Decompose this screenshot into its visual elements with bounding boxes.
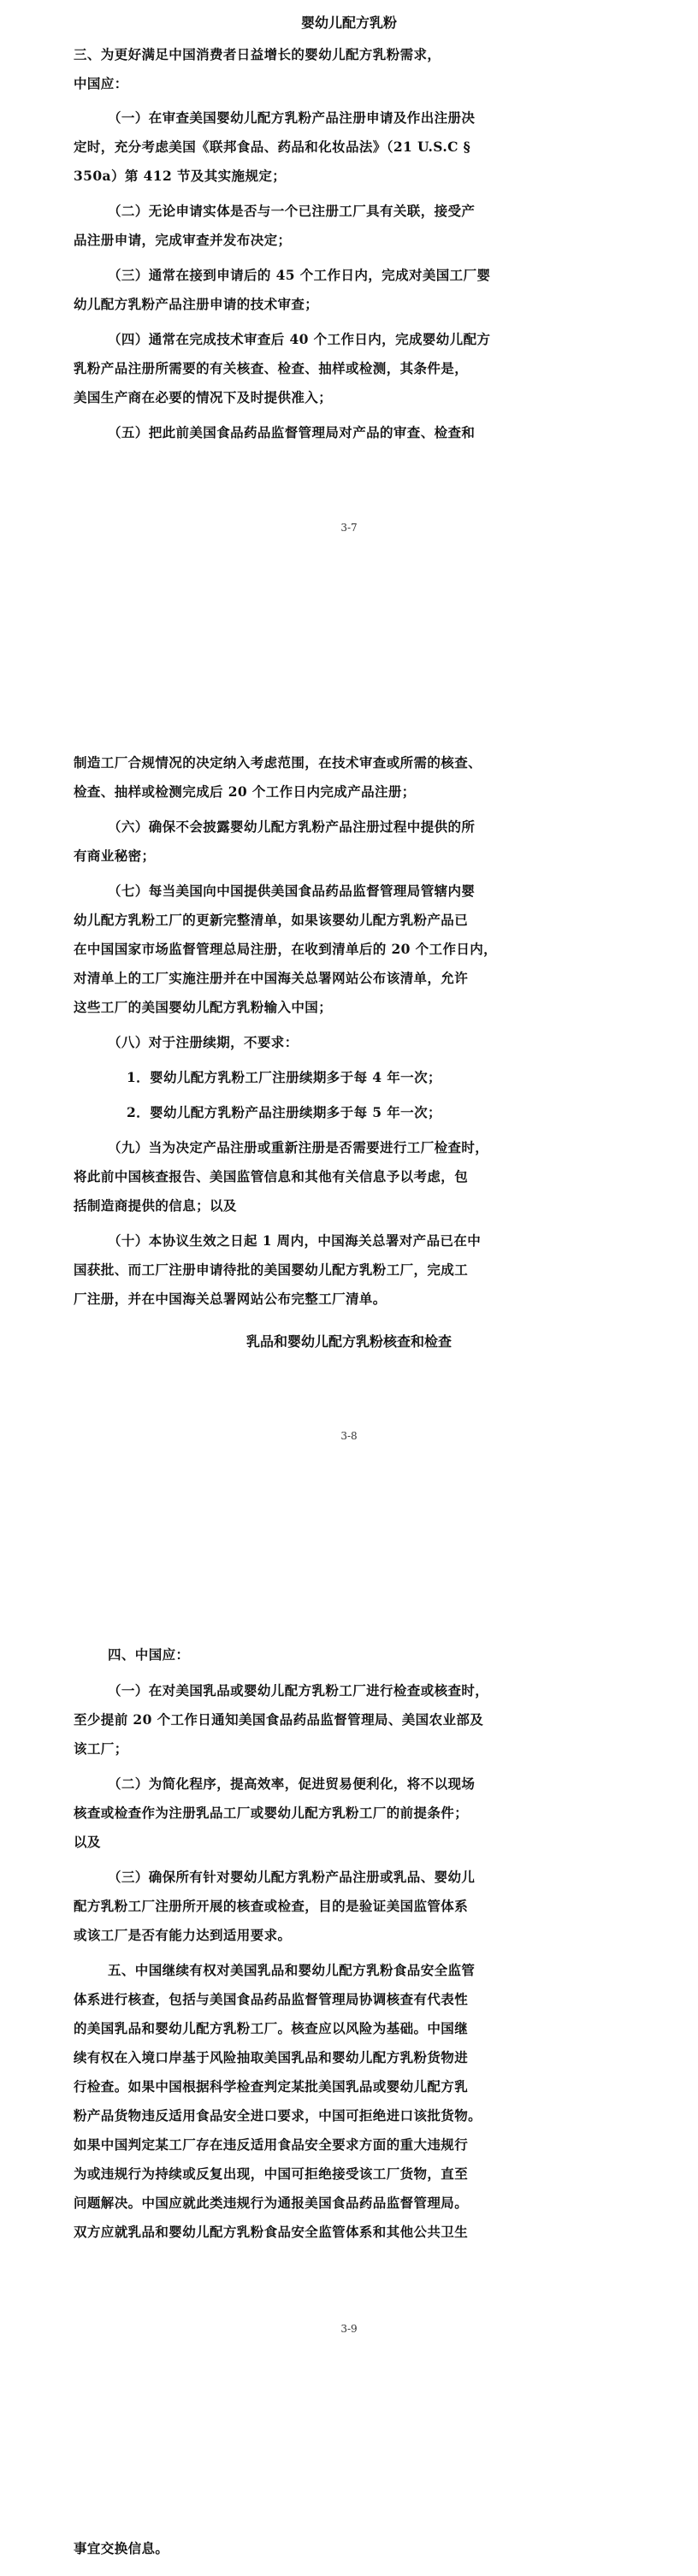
para-line: 如果中国判定某工厂存在违反适用食品安全要求方面的重大违规行 xyxy=(74,2136,469,2153)
para-line: 幼儿配方乳粉工厂的更新完整清单，如果该婴幼儿配方乳粉产品已 xyxy=(74,912,469,928)
para-line: 续有权在入境口岸基于风险抽取美国乳品和婴幼儿配方乳粉货物进 xyxy=(74,2049,469,2065)
para-line: 品注册申请，完成审查并发布决定； xyxy=(74,232,292,248)
para-line: 为或违规行为持续或反复出现，中国可拒绝接受该工厂货物，直至 xyxy=(74,2165,469,2182)
page-number: 3-7 xyxy=(340,522,358,534)
page-number: 3-8 xyxy=(340,1430,358,1442)
para-line: 粉产品货物违反适用食品安全进口要求，中国可拒绝进口该批货物。 xyxy=(74,2107,482,2124)
para-line: （二）为简化程序，提高效率，促进贸易便利化，将不以现场 xyxy=(108,1775,476,1792)
para-line: 配方乳粉工厂注册所开展的核查或检查，目的是验证美国监管体系 xyxy=(74,1898,469,1914)
section-title: 婴幼儿配方乳粉 xyxy=(300,15,397,31)
para-line: 制造工厂合规情况的决定纳入考虑范围，在技术审查或所需的核查、 xyxy=(74,754,482,771)
para-line: 定时，充分考虑美国《联邦食品、药品和化妆品法》（21 U.S.C § xyxy=(74,139,471,155)
para-line: 事宜交换信息。 xyxy=(74,2540,169,2556)
para-line: 或该工厂是否有能力达到适用要求。 xyxy=(74,1927,292,1943)
para-line: 在中国国家市场监督管理总局注册，在收到清单后的 20 个工作日内， xyxy=(74,941,498,957)
para-line: 美国生产商在必要的情况下及时提供准入； xyxy=(74,389,333,405)
para-line: （七）每当美国向中国提供美国食品药品监督管理局管辖内婴 xyxy=(108,883,476,899)
para-line: （三）确保所有针对婴幼儿配方乳粉产品注册或乳品、婴幼儿 xyxy=(108,1869,476,1885)
para-line: （二）无论申请实体是否与一个已注册工厂具有关联，接受产 xyxy=(108,203,476,219)
para-line: 检查、抽样或检测完成后 20 个工作日内完成产品注册； xyxy=(74,783,416,800)
para-line: （九）当为决定产品注册或重新注册是否需要进行工厂检查时， xyxy=(108,1139,489,1155)
para-line: 幼儿配方乳粉产品注册申请的技术审查； xyxy=(74,296,319,312)
para-line: 国获批、而工厂注册申请待批的美国婴幼儿配方乳粉工厂，完成工 xyxy=(74,1261,469,1278)
para-line: （八）对于注册续期，不要求： xyxy=(108,1034,299,1050)
para-line: 该工厂； xyxy=(74,1740,128,1757)
para-line: 双方应就乳品和婴幼儿配方乳粉食品安全监管体系和其他公共卫生 xyxy=(74,2224,469,2240)
para-line: 核查或检查作为注册乳品工厂或婴幼儿配方乳粉工厂的前提条件； xyxy=(74,1805,469,1821)
para-line: （五）把此前美国食品药品监督管理局对产品的审查、检查和 xyxy=(108,424,476,440)
para-line: （六）确保不会披露婴幼儿配方乳粉产品注册过程中提供的所 xyxy=(108,818,476,835)
para-line: （四）通常在完成技术审查后 40 个工作日内，完成婴幼儿配方 xyxy=(108,331,491,347)
para-line: 这些工厂的美国婴幼儿配方乳粉输入中国； xyxy=(74,999,333,1015)
para-line: 问题解决。中国应就此类违规行为通报美国食品药品监督管理局。 xyxy=(74,2195,469,2211)
para-line: 以及 xyxy=(74,1834,101,1850)
para-line: 对清单上的工厂实施注册并在中国海关总署网站公布该清单，允许 xyxy=(74,970,469,986)
para-line: （一）在对美国乳品或婴幼儿配方乳粉工厂进行检查或核查时， xyxy=(108,1682,489,1699)
para-line: 2．婴幼儿配方乳粉产品注册续期多于每 5 年一次； xyxy=(127,1104,441,1120)
para-line: 将此前中国核查报告、美国监管信息和其他有关信息予以考虑，包 xyxy=(74,1168,469,1185)
para-line: 有商业秘密； xyxy=(74,848,156,864)
para-line: 五、中国继续有权对美国乳品和婴幼儿配方乳粉食品安全监管 xyxy=(108,1962,476,1978)
para-line: 350a）第 412 节及其实施规定； xyxy=(74,168,287,184)
para-line: 1．婴幼儿配方乳粉工厂注册续期多于每 4 年一次； xyxy=(127,1069,441,1085)
para-line: 括制造商提供的信息；以及 xyxy=(74,1197,237,1214)
para-line: 行检查。如果中国根据科学检查判定某批美国乳品或婴幼儿配方乳 xyxy=(74,2078,469,2094)
para-line: 至少提前 20 个工作日通知美国食品药品监督管理局、美国农业部及 xyxy=(74,1711,484,1728)
page-number: 3-9 xyxy=(340,2323,358,2335)
para-line: （一）在审查美国婴幼儿配方乳粉产品注册申请及作出注册决 xyxy=(108,109,476,126)
para-line: 的美国乳品和婴幼儿配方乳粉工厂。核查应以风险为基础。中国继 xyxy=(74,2020,469,2036)
para-line: 厂注册，并在中国海关总署网站公布完整工厂清单。 xyxy=(74,1291,387,1307)
section-title: 乳品和婴幼儿配方乳粉核查和检查 xyxy=(245,1333,452,1350)
para-line: 体系进行核查，包括与美国食品药品监督管理局协调核查有代表性 xyxy=(74,1991,469,2007)
para-line: （十）本协议生效之日起 1 周内，中国海关总署对产品已在中 xyxy=(108,1232,482,1249)
para-line: 乳粉产品注册所需要的有关核查、检查、抽样或检测，其条件是， xyxy=(74,360,469,376)
para-line: （三）通常在接到申请后的 45 个工作日内，完成对美国工厂婴 xyxy=(108,267,491,283)
para-line: 中国应： xyxy=(74,75,128,92)
para-line: 四、中国应： xyxy=(108,1646,190,1663)
para-line: 三、为更好满足中国消费者日益增长的婴幼儿配方乳粉需求， xyxy=(74,46,441,62)
